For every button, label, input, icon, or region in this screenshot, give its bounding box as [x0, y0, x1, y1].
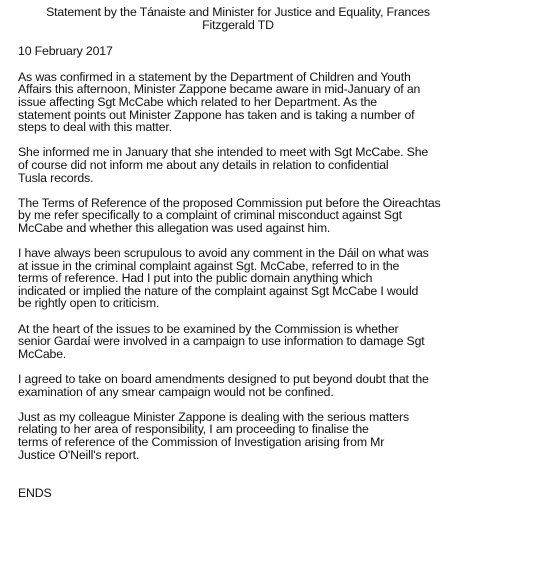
paragraph-line: At the heart of the issues to be examined by the Commission is whether: [18, 321, 399, 336]
title-line: Statement by the Tánaiste and Minister for Justice and Equality, Frances: [46, 5, 430, 19]
paragraph-line: Justice O'Neill's report.: [18, 447, 140, 462]
paragraph-line: be rightly open to criticism.: [18, 296, 160, 311]
paragraph-2: [18, 146, 538, 184]
paragraph-line: McCabe and whether this allegation was used against him.: [18, 220, 331, 235]
paragraph-4: [18, 247, 538, 310]
ends-marker: ENDS: [18, 486, 52, 501]
paragraph-line: steps to deal with this matter.: [18, 120, 172, 135]
paragraph-line: As was confirmed in a statement by the Department of Children and Youth: [18, 69, 411, 84]
title-line: Fitzgerald TD: [202, 17, 274, 32]
paragraph-line: She informed me in January that she intended to meet with Sgt McCabe. She: [18, 145, 429, 160]
paragraph-line: relating to her area of responsibility, I am proceeding to finalise the: [18, 422, 369, 437]
paragraph-line: indicated or implied the nature of the complaint against Sgt McCabe I would: [18, 283, 419, 298]
paragraph-line: terms of reference. Had I put into the public domain anything which: [18, 271, 373, 286]
paragraph-line: Just as my colleague Minister Zappone is dealing with the serious matters: [18, 409, 409, 424]
paragraph-7: [18, 411, 538, 461]
paragraph-line: I agreed to take on board amendments designed to put beyond doubt that the: [18, 372, 429, 387]
paragraph-line: at issue in the criminal complaint against Sgt. McCabe, referred to in the: [18, 258, 400, 273]
statement-date: 10 February 2017: [18, 44, 113, 59]
paragraph-line: McCabe.: [18, 346, 67, 361]
paragraph-line: senior Gardaí were involved in a campaign to use information to damage Sgt: [18, 334, 425, 349]
statement-title: [18, 6, 458, 31]
paragraph-line: The Terms of Reference of the proposed Commission put before the Oireachtas: [18, 195, 441, 210]
paragraph-line: examination of any smear campaign would not be confined.: [18, 384, 334, 399]
statement-document: [18, 6, 538, 500]
paragraph-line: statement points out Minister Zappone has taken and is taking a number of: [18, 107, 415, 122]
paragraph-line: of course did not inform me about any details in relation to confidential: [18, 157, 389, 172]
paragraph-line: Tusla records.: [18, 170, 94, 185]
paragraph-line: I have always been scrupulous to avoid any comment in the Dáil on what was: [18, 246, 429, 261]
paragraph-1: [18, 71, 538, 134]
paragraph-5: [18, 323, 538, 361]
paragraph-line: issue affecting Sgt McCabe which related to her Department. As the: [18, 94, 377, 109]
paragraph-3: [18, 197, 538, 235]
paragraph-line: Affairs this afternoon, Minister Zappone became aware in mid-January of an: [18, 82, 421, 97]
paragraph-6: [18, 373, 538, 398]
paragraph-line: terms of reference of the Commission of Investigation arising from Mr: [18, 435, 385, 449]
paragraph-line: by me refer specifically to a complaint of criminal misconduct against Sgt: [18, 208, 402, 223]
